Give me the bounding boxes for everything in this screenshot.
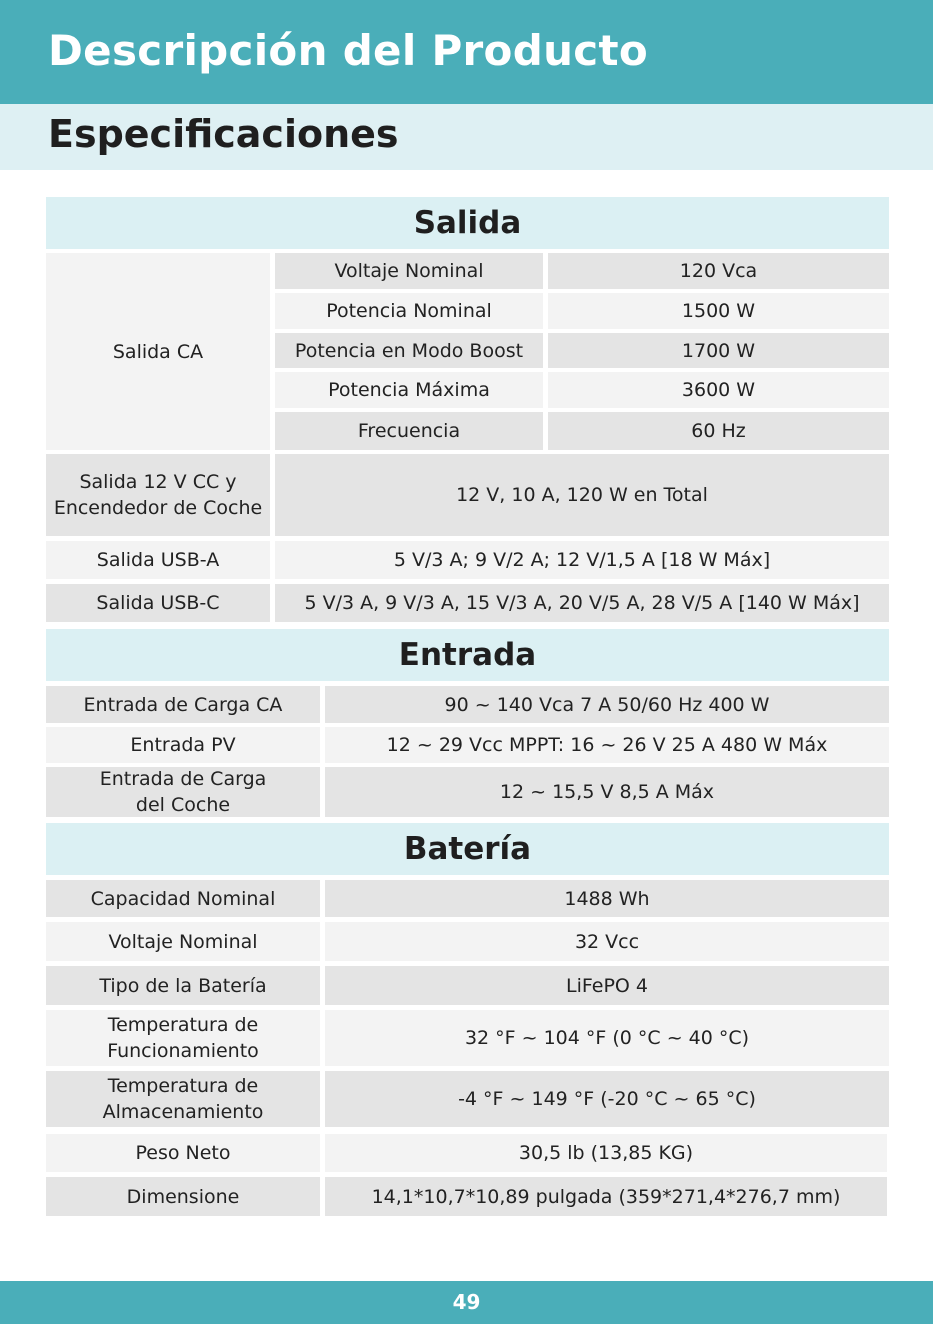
- spec-value: 12 ~ 29 Vcc MPPT: 16 ~ 26 V 25 A 480 W Máx: [325, 727, 889, 763]
- spec-value: 30,5 lb (13,85 KG): [325, 1134, 887, 1172]
- spec-value: 32 Vcc: [325, 922, 889, 961]
- page-title: Descripción del Producto: [48, 26, 648, 75]
- spec-label: Entrada de Carga CA: [46, 686, 320, 723]
- spec-label: Temperatura de Almacenamiento: [46, 1071, 320, 1127]
- salida-usba-value: 5 V/3 A; 9 V/2 A; 12 V/1,5 A [18 W Máx]: [275, 541, 889, 579]
- spec-value: 3600 W: [548, 372, 889, 408]
- spec-label: Potencia Nominal: [275, 293, 543, 329]
- salida-usbc-value: 5 V/3 A, 9 V/3 A, 15 V/3 A, 20 V/5 A, 28 V/5 A [140 W Máx]: [275, 584, 889, 622]
- spec-label: Entrada de Carga del Coche: [46, 767, 320, 817]
- spec-label: Voltaje Nominal: [275, 253, 543, 289]
- bateria-header: Batería: [46, 823, 889, 875]
- spec-value: 120 Vca: [548, 253, 889, 289]
- spec-value: 32 °F ~ 104 °F (0 °C ~ 40 °C): [325, 1010, 889, 1066]
- spec-label: Temperatura de Funcionamiento: [46, 1010, 320, 1066]
- salida-header: Salida: [46, 197, 889, 249]
- spec-label: Potencia Máxima: [275, 372, 543, 408]
- salida-usba-label: Salida USB-A: [46, 541, 270, 579]
- spec-value: 12 ~ 15,5 V 8,5 A Máx: [325, 767, 889, 817]
- salida-usbc-label: Salida USB-C: [46, 584, 270, 622]
- spec-label: Entrada PV: [46, 727, 320, 763]
- salida-ca-label: Salida CA: [46, 253, 270, 450]
- spec-value: 1700 W: [548, 333, 889, 368]
- spec-label: Potencia en Modo Boost: [275, 333, 543, 368]
- spec-label: Tipo de la Batería: [46, 966, 320, 1005]
- spec-label: Capacidad Nominal: [46, 880, 320, 917]
- spec-value: 14,1*10,7*10,89 pulgada (359*271,4*276,7 mm): [325, 1177, 887, 1216]
- entrada-header: Entrada: [46, 629, 889, 681]
- spec-value: 1488 Wh: [325, 880, 889, 917]
- section-title: Especificaciones: [48, 112, 399, 156]
- spec-value: 60 Hz: [548, 412, 889, 450]
- spec-label: Dimensione: [46, 1177, 320, 1216]
- spec-value: 90 ~ 140 Vca 7 A 50/60 Hz 400 W: [325, 686, 889, 723]
- spec-label: Peso Neto: [46, 1134, 320, 1172]
- spec-value: -4 °F ~ 149 °F (-20 °C ~ 65 °C): [325, 1071, 889, 1127]
- spec-value: LiFePO 4: [325, 966, 889, 1005]
- spec-value: 1500 W: [548, 293, 889, 329]
- page-number: 49: [452, 1290, 481, 1314]
- spec-label: Voltaje Nominal: [46, 922, 320, 961]
- spec-label: Frecuencia: [275, 412, 543, 450]
- salida-dc-label: Salida 12 V CC y Encendedor de Coche: [46, 454, 270, 536]
- salida-dc-value: 12 V, 10 A, 120 W en Total: [275, 454, 889, 536]
